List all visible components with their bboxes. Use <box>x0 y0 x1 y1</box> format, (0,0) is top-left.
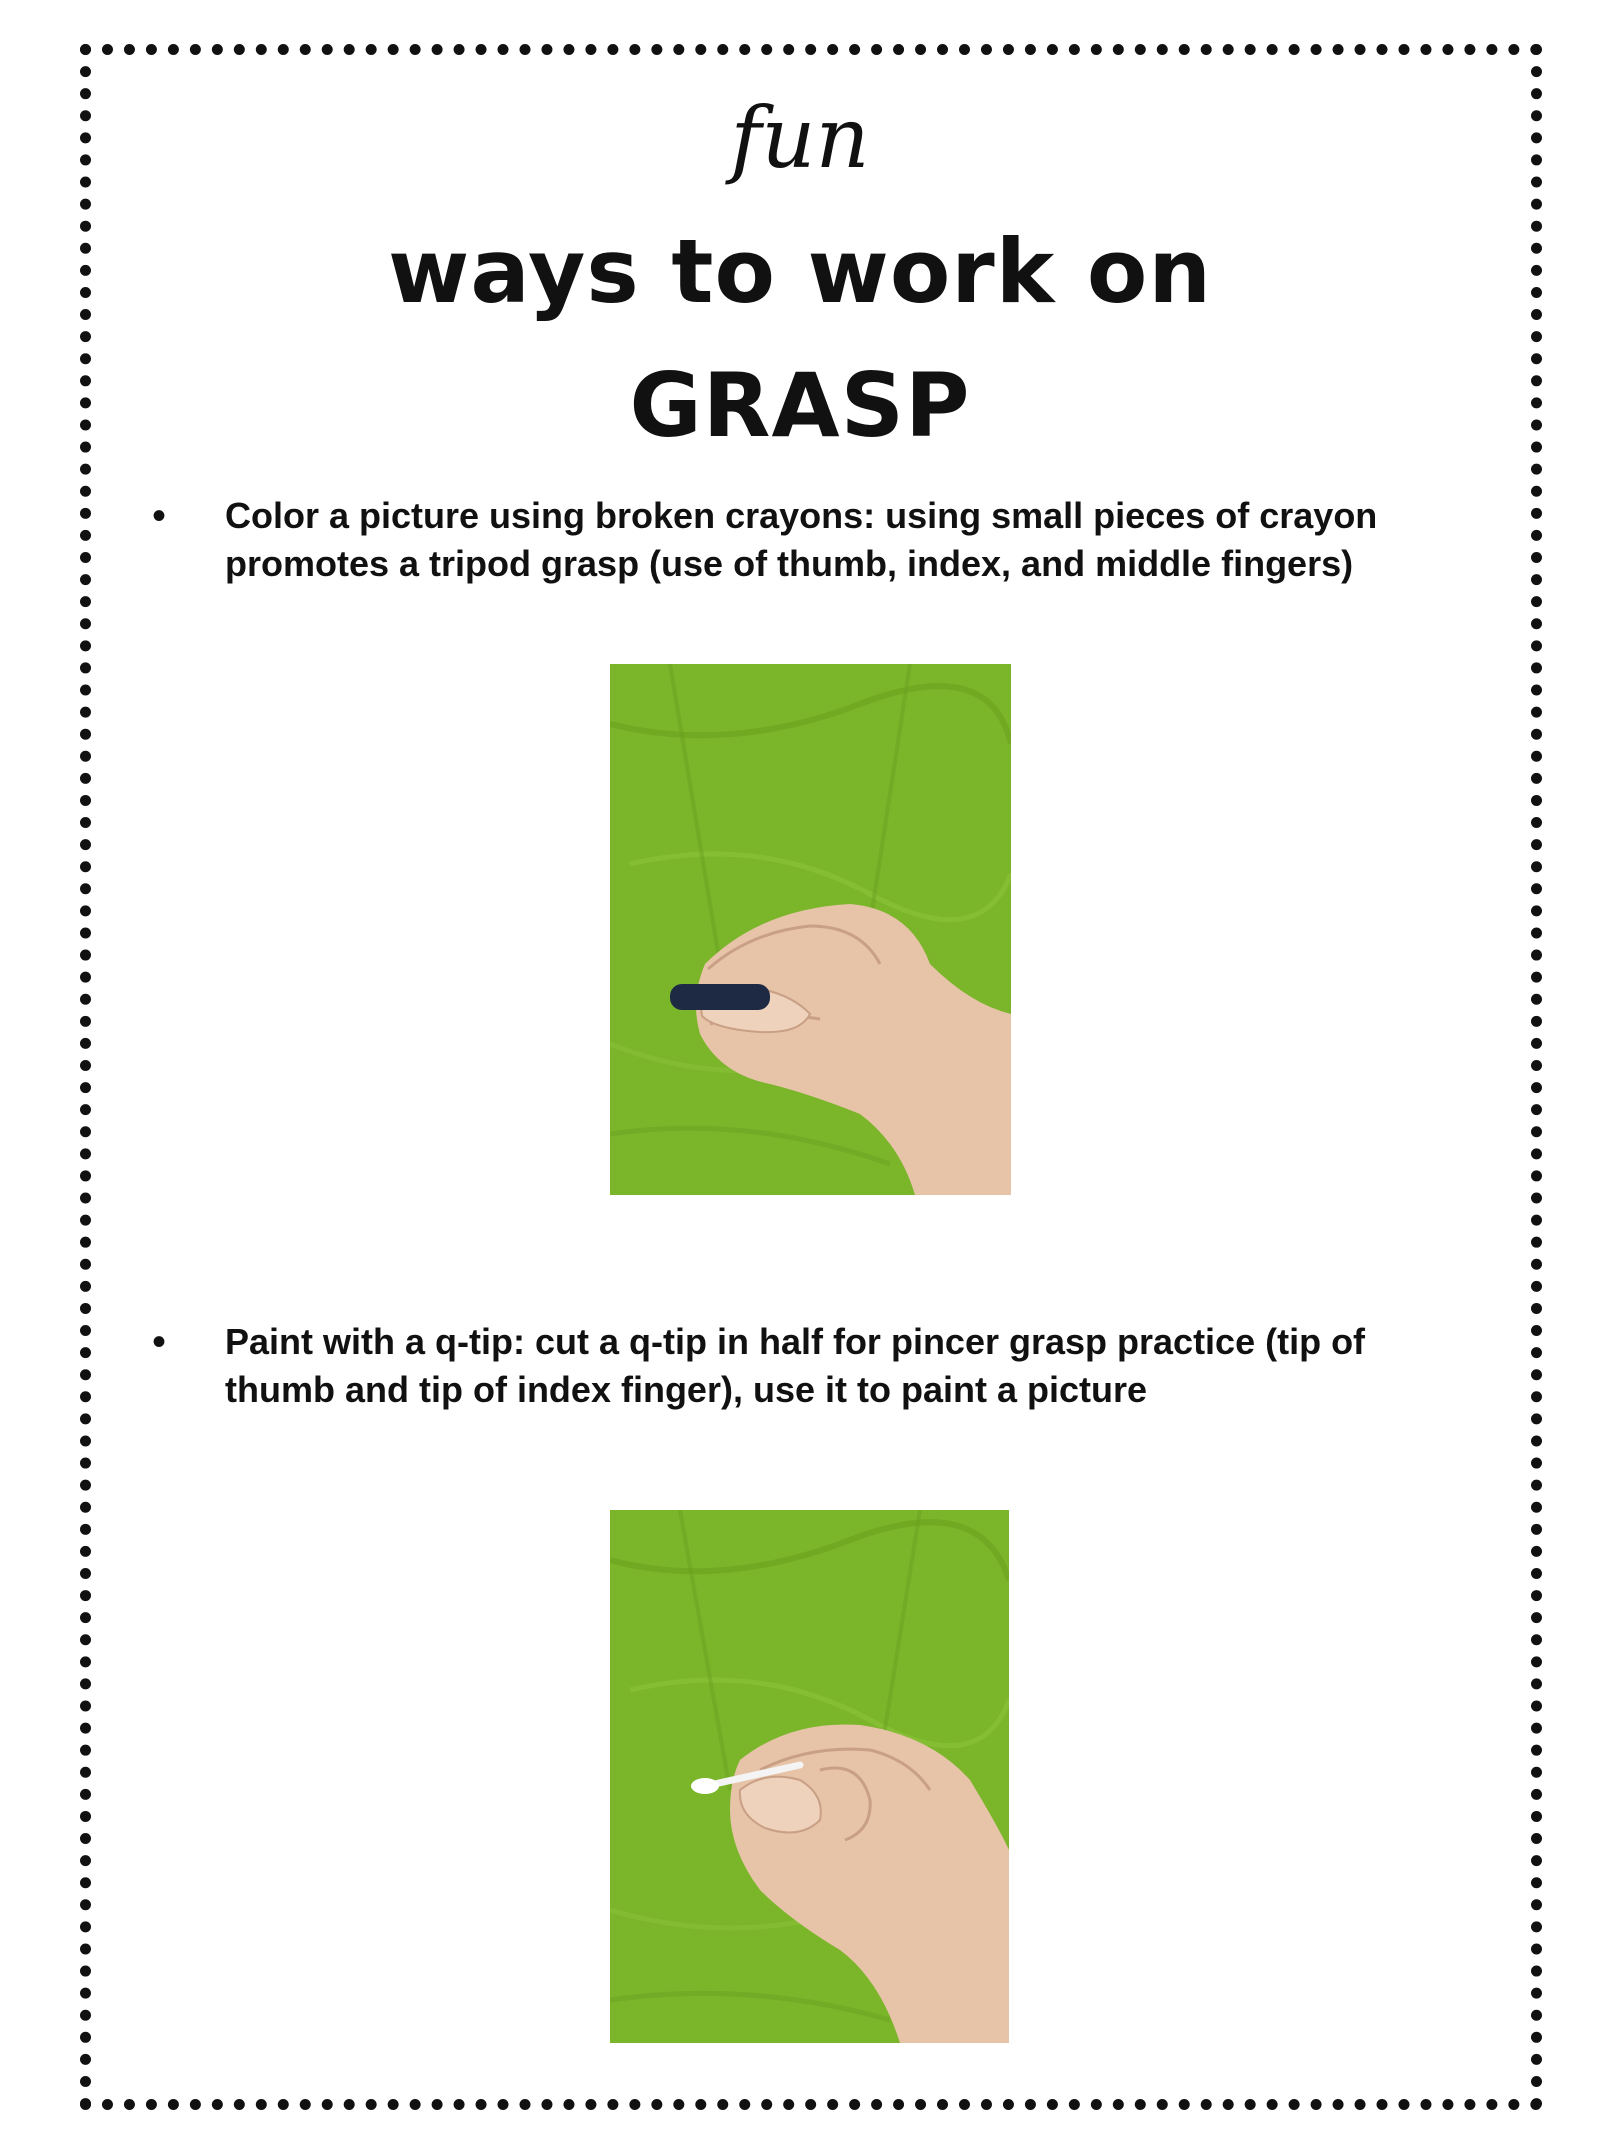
activity-text: Color a picture using broken crayons: using small pieces of crayon promotes a tripod grasp (use of thumb, index, and middle fingers) <box>225 495 1378 584</box>
page-title: ways to work on <box>388 220 1212 323</box>
activity-text: Paint with a q-tip: cut a q-tip in half for pincer grasp practice (tip of thumb and tip of index finger), use it to paint a picture <box>225 1321 1366 1410</box>
hand-holding-qtip-photo <box>610 1510 1009 2043</box>
bullet-icon: • <box>152 1320 167 1364</box>
page-title-grasp: GRASP <box>629 354 971 457</box>
hand-holding-crayon-photo <box>610 664 1011 1195</box>
title-fun: fun <box>730 89 870 187</box>
bullet-icon: • <box>152 494 167 538</box>
